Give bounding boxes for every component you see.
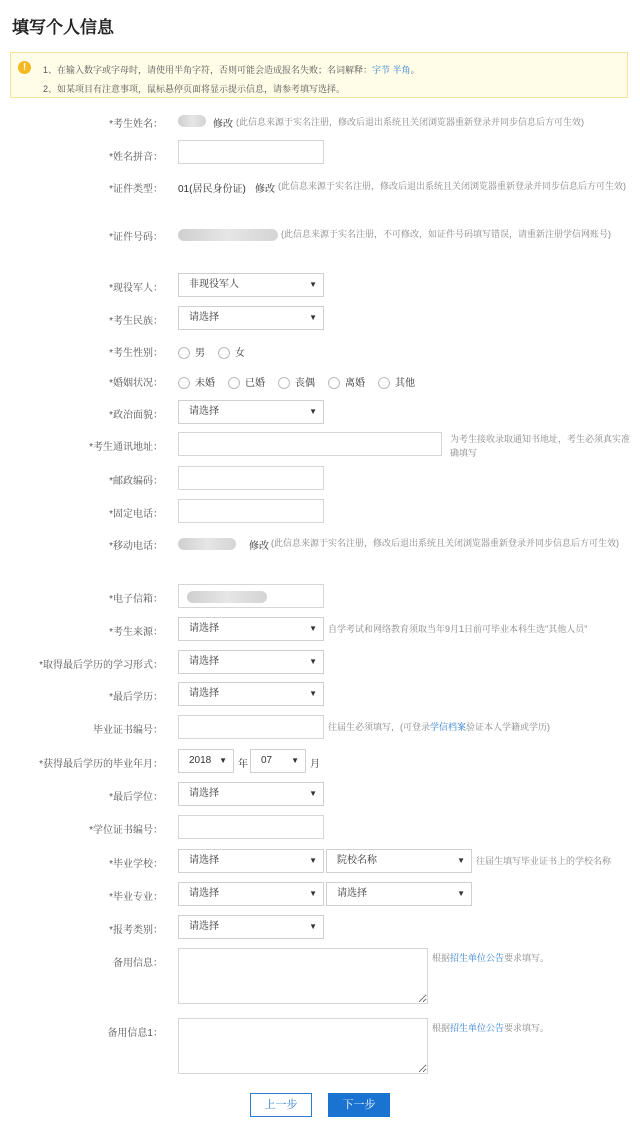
address-input[interactable]: [178, 432, 442, 456]
grad-month-value: 07: [261, 755, 273, 766]
study-form-select[interactable]: [178, 650, 324, 674]
political-select[interactable]: [178, 400, 324, 424]
hint-remark-suffix: 要求填写。: [504, 953, 550, 963]
label-marital: *婚姻状况：: [109, 378, 163, 389]
warning-icon: !: [18, 61, 31, 74]
label-grad-date: *获得最后学历的毕业年月：: [39, 759, 163, 770]
pinyin-input[interactable]: [178, 140, 324, 164]
caret-down-icon: ▼: [457, 856, 465, 865]
military-select[interactable]: [178, 273, 324, 297]
link-xuexin-archive[interactable]: 学信档案: [430, 722, 467, 732]
hint-cert-no: [328, 720, 550, 734]
label-degree-cert: *学位证书编号：: [89, 825, 163, 836]
cert-no-input[interactable]: [178, 715, 324, 739]
radio-circle-icon: [278, 377, 290, 389]
label-remark: 备用信息：: [113, 958, 163, 969]
hint-remark1: [432, 1021, 549, 1035]
label-study-form: *取得最后学历的学习形式：: [39, 660, 163, 671]
marital-radio-divorced[interactable]: [328, 374, 365, 388]
radio-circle-icon: [378, 377, 390, 389]
gender-radio-male[interactable]: [178, 344, 205, 358]
gender-option-label: 男: [195, 348, 205, 359]
year-unit: 年: [238, 759, 248, 770]
marital-radio-married[interactable]: [228, 374, 265, 388]
last-edu-value: 请选择: [189, 688, 219, 699]
last-degree-select[interactable]: [178, 782, 324, 806]
caret-down-icon: ▼: [309, 657, 317, 666]
label-cert-no: 毕业证书编号：: [93, 725, 163, 736]
notice-line-1: [43, 63, 420, 76]
hint-cert-no-suffix: 验证本人学籍或学历): [466, 722, 551, 732]
school-region-value: 请选择: [189, 855, 219, 866]
edit-name-link[interactable]: 修改: [213, 119, 233, 130]
blurred-name: [178, 115, 206, 127]
caret-down-icon: ▼: [457, 889, 465, 898]
radio-circle-icon: [178, 347, 190, 359]
label-mobile: *移动电话：: [109, 541, 163, 552]
source-value: 请选择: [189, 623, 219, 634]
hint-id-type: (此信息来源于实名注册，修改后退出系统且关闭浏览器重新登录并同步信息后方可生效): [278, 181, 626, 191]
id-type-value: 01(居民身份证): [178, 184, 246, 195]
school-name-value: 院校名称: [337, 855, 377, 866]
caret-down-icon: ▼: [309, 280, 317, 289]
military-value: 非现役军人: [189, 279, 239, 290]
grad-year-value: 2018: [189, 755, 212, 766]
gender-option-label: 女: [235, 348, 245, 359]
notice-box: [10, 52, 628, 98]
caret-down-icon: ▼: [309, 624, 317, 633]
month-unit: 月: [310, 759, 320, 770]
marital-radio-single[interactable]: [178, 374, 215, 388]
marital-radio-widowed[interactable]: [278, 374, 315, 388]
notice-suffix: 。: [410, 65, 420, 75]
label-last-edu: *最后学历：: [109, 692, 163, 703]
label-last-degree: *最后学位：: [109, 792, 163, 803]
hint-cert-no-prefix: 往届生必须填写，(可登录: [328, 722, 430, 732]
postcode-input[interactable]: [178, 466, 324, 490]
label-phone: *固定电话：: [109, 509, 163, 520]
caret-down-icon: ▼: [309, 313, 317, 322]
label-category: *报考类别：: [109, 925, 163, 936]
major-category-value: 请选择: [189, 888, 219, 899]
hint-remark1-prefix: 根据: [432, 1023, 451, 1033]
email-input[interactable]: [178, 584, 324, 608]
radio-circle-icon: [228, 377, 240, 389]
ethnicity-value: 请选择: [189, 312, 219, 323]
category-value: 请选择: [189, 921, 219, 932]
label-military: *现役军人：: [109, 283, 163, 294]
next-step-button[interactable]: 下一步: [328, 1093, 390, 1117]
link-byte[interactable]: 字节: [372, 65, 391, 75]
link-admission-notice[interactable]: 招生单位公告: [450, 953, 505, 963]
hint-remark: [432, 951, 549, 965]
hint-source: 自学考试和网络教育须取当年9月1日前可毕业本科生选"其他人员": [328, 624, 588, 634]
remark-textarea[interactable]: [178, 948, 428, 1004]
caret-down-icon: ▼: [309, 856, 317, 865]
link-admission-notice[interactable]: 招生单位公告: [450, 1023, 505, 1033]
major-name-select[interactable]: [326, 882, 472, 906]
radio-circle-icon: [178, 377, 190, 389]
hint-remark1-suffix: 要求填写。: [504, 1023, 550, 1033]
major-category-select[interactable]: [178, 882, 324, 906]
caret-down-icon: ▼: [309, 889, 317, 898]
grad-month-select[interactable]: [250, 749, 306, 773]
hint-school: 往届生填写毕业证书上的学校名称: [476, 856, 612, 866]
marital-option-label: 离婚: [345, 378, 365, 389]
notice-text: 1、在输入数字或字母时，请使用半角字符，否则可能会造成报名失败；名词解释：: [43, 65, 373, 75]
radio-circle-icon: [218, 347, 230, 359]
category-select[interactable]: [178, 915, 324, 939]
notice-line-2: 2、如某项目有注意事项，鼠标悬停页面将显示提示信息，请参考填写选择。: [43, 84, 346, 94]
label-postcode: *邮政编码：: [109, 476, 163, 487]
caret-down-icon: ▼: [309, 407, 317, 416]
remark1-textarea[interactable]: [178, 1018, 428, 1074]
hint-id-number: (此信息来源于实名注册，不可修改，如证件号码填写错误，请重新注册学信网账号): [281, 229, 611, 239]
marital-option-label: 其他: [395, 378, 415, 389]
page-title: 填写个人信息: [12, 18, 114, 37]
edit-mobile-link[interactable]: 修改: [249, 541, 269, 552]
degree-cert-input[interactable]: [178, 815, 324, 839]
label-name: *考生姓名：: [109, 119, 163, 130]
marital-option-label: 未婚: [195, 378, 215, 389]
link-halfwidth[interactable]: 半角: [392, 65, 411, 75]
political-value: 请选择: [189, 406, 219, 417]
label-political: *政治面貌：: [109, 410, 163, 421]
phone-input[interactable]: [178, 499, 324, 523]
label-school: *毕业学校：: [109, 859, 163, 870]
caret-down-icon: ▼: [291, 756, 299, 765]
marital-option-label: 丧偶: [295, 378, 315, 389]
hint-name: (此信息来源于实名注册，修改后退出系统且关闭浏览器重新登录并同步信息后方可生效): [236, 117, 584, 127]
major-name-value: 请选择: [337, 888, 367, 899]
gender-radio-female[interactable]: [218, 344, 245, 358]
caret-down-icon: ▼: [309, 789, 317, 798]
hint-address: 为考生接收录取通知书地址，考生必须真实准确填写: [450, 434, 631, 458]
caret-down-icon: ▼: [309, 689, 317, 698]
grad-year-select[interactable]: [178, 749, 234, 773]
last-edu-select[interactable]: [178, 682, 324, 706]
label-id-type: *证件类型：: [109, 184, 163, 195]
marital-option-label: 已婚: [245, 378, 265, 389]
prev-step-button[interactable]: 上一步: [250, 1093, 312, 1117]
label-email: *电子信箱：: [109, 594, 163, 605]
last-degree-value: 请选择: [189, 788, 219, 799]
radio-circle-icon: [328, 377, 340, 389]
caret-down-icon: ▼: [219, 756, 227, 765]
label-address: *考生通讯地址：: [89, 442, 163, 453]
label-gender: *考生性别：: [109, 348, 163, 359]
label-source: *考生来源：: [109, 627, 163, 638]
marital-radio-other[interactable]: [378, 374, 415, 388]
label-ethnicity: *考生民族：: [109, 316, 163, 327]
label-pinyin: *姓名拼音：: [109, 152, 163, 163]
label-remark1: 备用信息1：: [107, 1028, 163, 1039]
label-major: *毕业专业：: [109, 892, 163, 903]
study-form-value: 请选择: [189, 656, 219, 667]
label-id-number: *证件号码：: [109, 232, 163, 243]
school-name-select[interactable]: [326, 849, 472, 873]
caret-down-icon: ▼: [309, 922, 317, 931]
school-region-select[interactable]: [178, 849, 324, 873]
ethnicity-select[interactable]: [178, 306, 324, 330]
hint-remark-prefix: 根据: [432, 953, 451, 963]
hint-mobile: (此信息来源于实名注册，修改后退出系统且关闭浏览器重新登录并同步信息后方可生效): [271, 538, 619, 548]
blurred-email: [187, 591, 267, 603]
source-select[interactable]: [178, 617, 324, 641]
edit-id-type-link[interactable]: 修改: [255, 184, 275, 195]
